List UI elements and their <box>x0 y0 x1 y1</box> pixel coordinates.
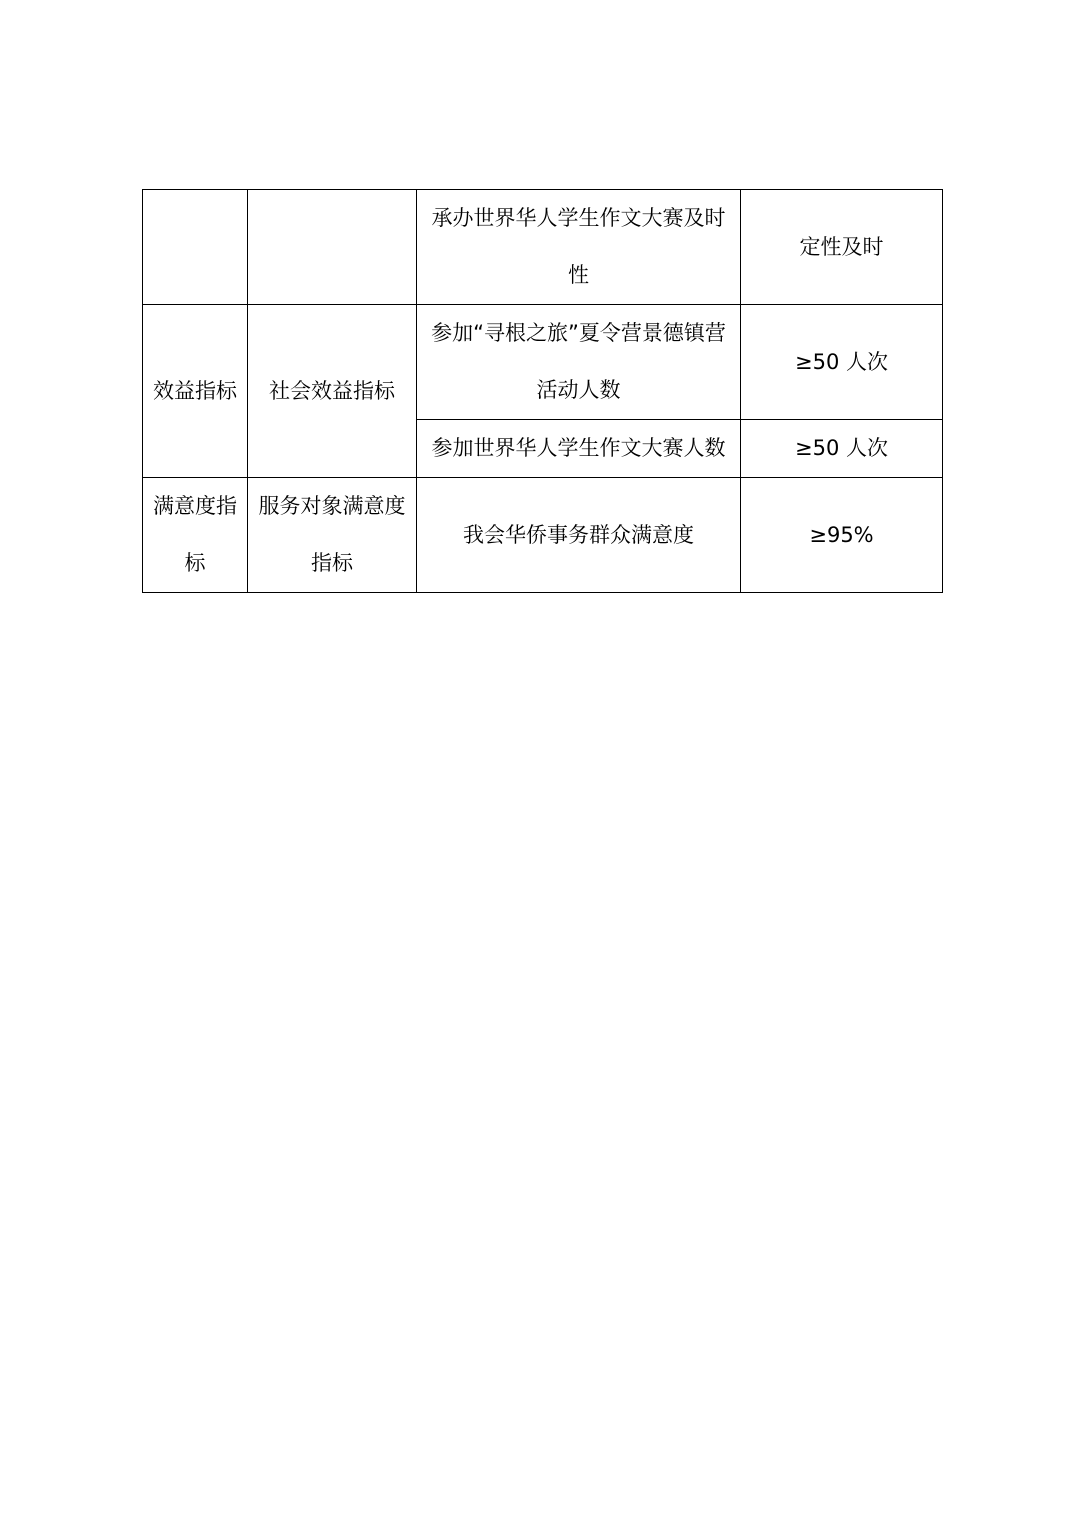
indicator-name-cell: 参加“寻根之旅”夏令营景德镇营活动人数 <box>417 305 741 420</box>
table-row <box>143 478 943 593</box>
indicator-target-cell: ≥50 人次 <box>741 305 943 420</box>
level2-indicator-cell: 社会效益指标 <box>248 305 417 478</box>
level2-indicator-cell: 服务对象满意度指标 <box>248 478 417 593</box>
table-row <box>143 305 943 420</box>
indicator-target-cell: ≥50 人次 <box>741 420 943 478</box>
indicator-name-cell: 参加世界华人学生作文大赛人数 <box>417 420 741 478</box>
level2-indicator-cell <box>248 190 417 305</box>
level1-indicator-cell <box>143 190 248 305</box>
table-row <box>143 190 943 305</box>
indicator-target-cell: ≥95% <box>741 478 943 593</box>
indicator-target-cell: 定性及时 <box>741 190 943 305</box>
indicator-name-cell: 我会华侨事务群众满意度 <box>417 478 741 593</box>
level1-indicator-cell: 满意度指标 <box>143 478 248 593</box>
performance-indicator-table <box>142 189 943 593</box>
level1-indicator-cell: 效益指标 <box>143 305 248 478</box>
indicator-name-cell: 承办世界华人学生作文大赛及时性 <box>417 190 741 305</box>
